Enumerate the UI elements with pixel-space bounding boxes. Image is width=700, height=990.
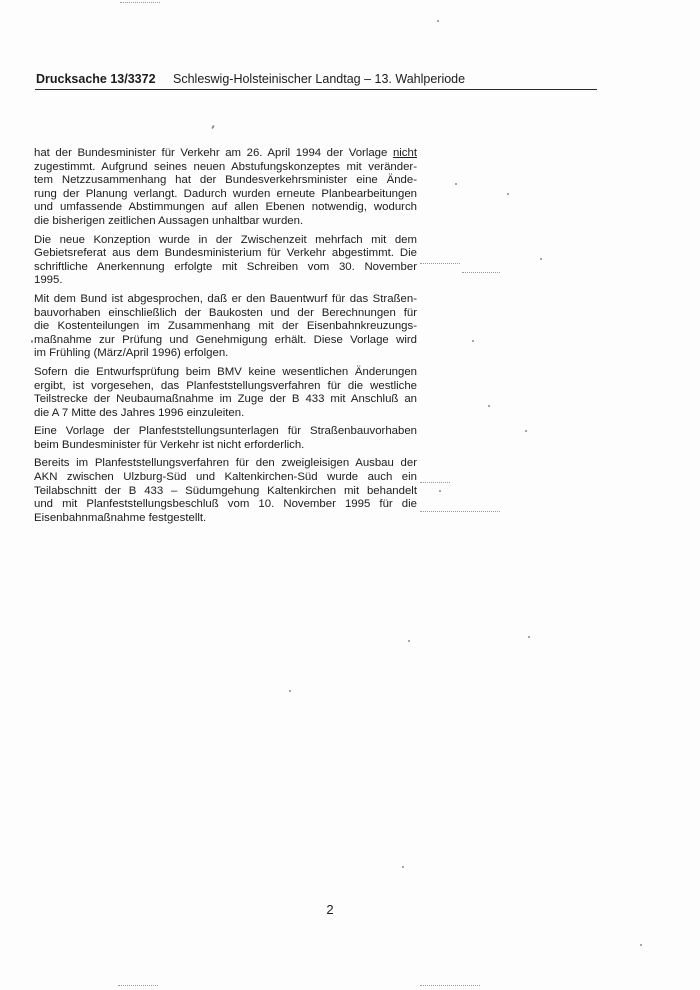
paragraph <box>34 425 417 452</box>
scan-speck <box>472 340 474 342</box>
text-segment: Eisenbahnmaßnahme festgestellt. <box>34 511 207 524</box>
paragraph <box>34 457 417 525</box>
text-line <box>34 234 417 248</box>
header-rule <box>35 89 597 90</box>
text-line <box>34 512 417 526</box>
text-segment: 1995. <box>34 274 63 287</box>
text-line <box>34 147 417 161</box>
text-line <box>34 320 417 334</box>
text-line <box>34 161 417 175</box>
scan-speck <box>640 944 642 946</box>
scan-speck <box>211 125 215 129</box>
scan-line <box>420 482 450 483</box>
scan-line <box>118 985 158 986</box>
text-segment: zugestimmt. Aufgrund seines neuen Abstufungskonzeptes mit veränder- <box>34 160 417 173</box>
paragraph <box>34 147 417 229</box>
scan-speck <box>455 183 457 185</box>
text-segment: Die neue Konzeption wurde in der Zwischenzeit mehrfach mit dem <box>34 233 417 246</box>
text-line <box>34 498 417 512</box>
text-line <box>34 307 417 321</box>
text-line <box>34 174 417 188</box>
text-segment: Mit dem Bund ist abgesprochen, daß er den Bauentwurf für das Straßen- <box>34 292 417 305</box>
scan-speck <box>408 640 410 642</box>
text-line <box>34 334 417 348</box>
scan-line <box>462 272 500 273</box>
text-segment: tem Netzzusammenhang hat der Bundesverkehrsminister eine Ände- <box>34 174 417 187</box>
text-line <box>34 380 417 394</box>
text-line <box>34 201 417 215</box>
paragraph <box>34 366 417 420</box>
text-line <box>34 274 417 288</box>
text-segment: Teilabschnitt der B 433 – Südumgehung Kaltenkirchen mit behandelt <box>34 484 417 497</box>
paragraph <box>34 293 417 361</box>
scan-speck <box>402 866 404 868</box>
scan-speck <box>439 490 441 492</box>
scan-speck <box>528 636 530 638</box>
text-line <box>34 261 417 275</box>
text-segment: Gebietsreferat aus dem Bundesministerium für Verkehr abgestimmt. Die <box>34 247 417 260</box>
scan-speck <box>507 193 509 195</box>
text-segment: die Kostenteilungen im Zusammenhang mit der Eisenbahnkreuzungs- <box>34 320 417 333</box>
text-line <box>34 439 417 453</box>
scan-speck <box>525 430 527 432</box>
text-line <box>34 293 417 307</box>
text-segment: die A 7 Mitte des Jahres 1996 einzuleiten. <box>34 406 245 419</box>
text-line <box>34 188 417 202</box>
text-line <box>34 485 417 499</box>
scan-speck <box>31 340 33 343</box>
text-segment: Teilstrecke der Neubaumaßnahme im Zuge der B 433 mit Anschluß an <box>34 393 417 406</box>
body-text <box>34 147 417 530</box>
text-segment: und mit Planfeststellungsbeschluß vom 10. November 1995 für die <box>34 498 417 511</box>
text-segment: hat der Bundesminister für Verkehr am 26. April 1994 der Vorlage <box>34 147 393 159</box>
scan-line <box>420 511 500 512</box>
text-segment: beim Bundesminister für Verkehr ist nicht erforderlich. <box>34 438 305 451</box>
paragraph <box>34 234 417 288</box>
document-number: Drucksache 13/3372 <box>36 72 156 86</box>
scan-line <box>420 985 480 986</box>
text-segment: maßnahme zur Prüfung und Genehmigung erhält. Diese Vorlage wird <box>34 333 417 346</box>
scan-speck <box>488 405 490 407</box>
scan-speck <box>437 20 439 22</box>
text-segment: im Frühling (März/April 1996) erfolgen. <box>34 347 229 360</box>
text-line <box>34 247 417 261</box>
scan-line <box>420 263 460 264</box>
text-line <box>34 407 417 421</box>
header-title: Schleswig-Holsteinischer Landtag – 13. Wahlperiode <box>173 72 466 86</box>
text-line <box>34 471 417 485</box>
page-number: 2 <box>326 902 334 917</box>
text-segment: Bereits im Planfeststellungsverfahren für den zweigleisigen Ausbau der <box>34 457 417 470</box>
scan-line <box>120 2 160 3</box>
text-segment: und umfassende Abstimmungen auf allen Ebenen notwendig, wodurch <box>34 201 417 214</box>
text-segment: Eine Vorlage der Planfeststellungsunterlagen für Straßenbauvorhaben <box>34 425 417 438</box>
text-line <box>34 457 417 471</box>
text-segment: die bisherigen zeitlichen Aussagen unhaltbar wurden. <box>34 214 304 227</box>
text-segment: rung der Planung verlangt. Dadurch wurden erneute Planbearbeitungen <box>34 187 417 200</box>
text-line <box>34 393 417 407</box>
text-line <box>34 215 417 229</box>
underlined-word: nicht <box>392 147 417 159</box>
text-segment: Sofern die Entwurfsprüfung beim BMV keine wesentlichen Änderungen <box>34 365 417 378</box>
text-segment: bauvorhaben einschließlich der Baukosten und der Berechnungen für <box>34 306 417 319</box>
text-segment: AKN zwischen Ulzburg-Süd und Kaltenkirchen-Süd wurde auch ein <box>34 471 417 484</box>
scan-speck <box>540 258 542 260</box>
text-line <box>34 366 417 380</box>
text-line <box>34 347 417 361</box>
text-segment: schriftliche Anerkennung erfolgte mit Schreiben vom 30. November <box>34 260 417 273</box>
text-segment: ergibt, ist vorgesehen, das Planfeststellungsverfahren für die westliche <box>34 379 417 392</box>
text-line <box>34 425 417 439</box>
scan-speck <box>289 690 291 692</box>
